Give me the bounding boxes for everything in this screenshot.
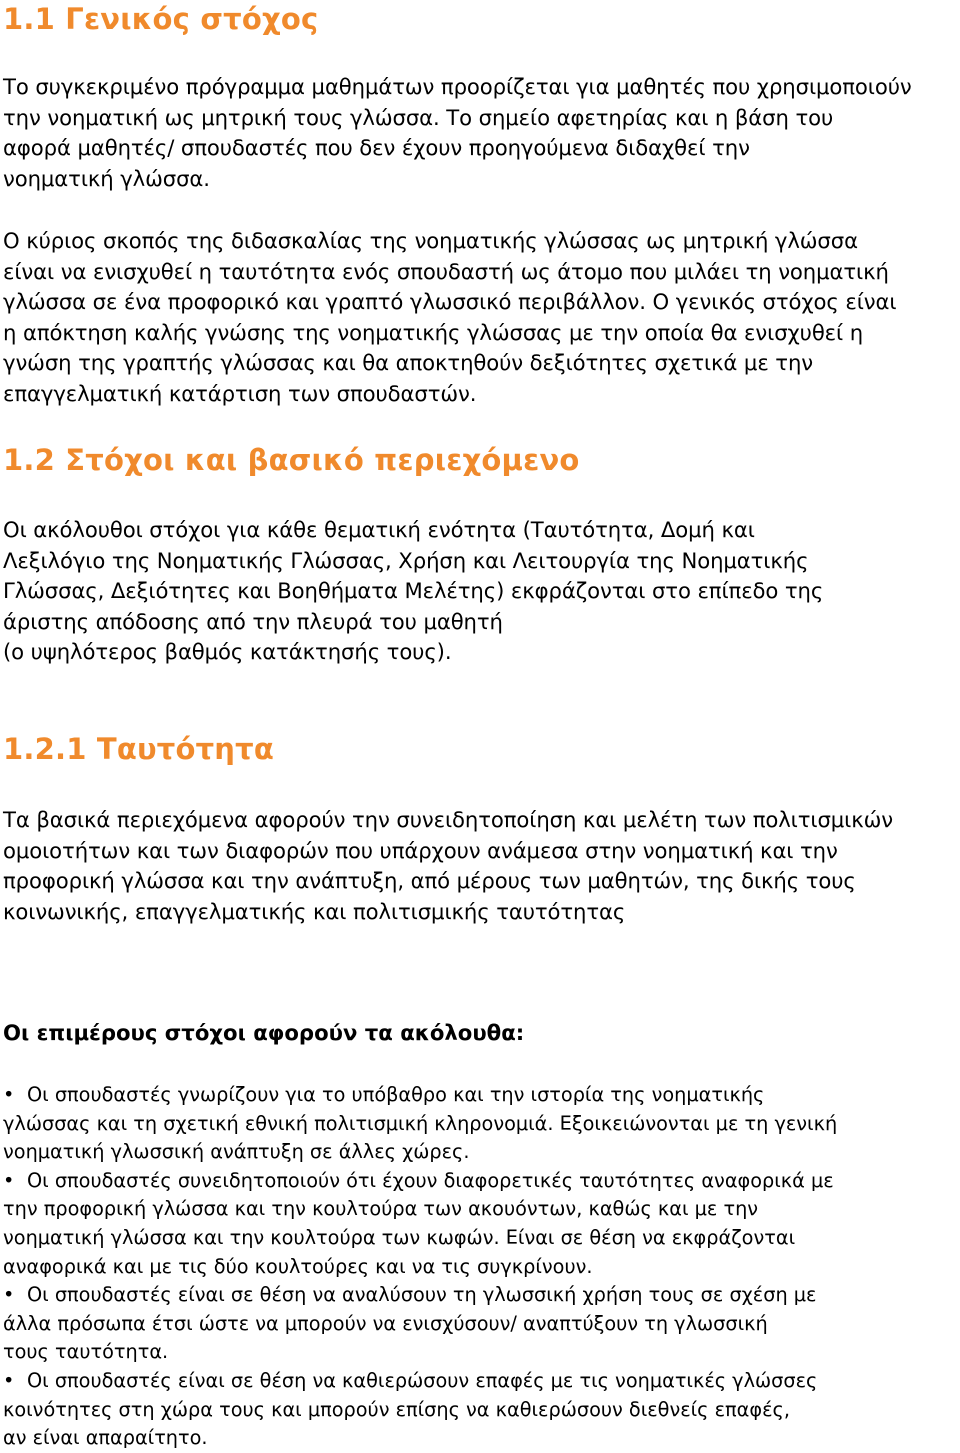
bullet-icon: • xyxy=(3,1368,15,1392)
section-heading-1-2: 1.2 Στόχοι και βασικό περιεχόμενο xyxy=(3,443,580,477)
text-line: νοηματική γλώσσα και την κουλτούρα των κωφών. Είναι σε θέση να εκφράζονται xyxy=(3,1225,796,1249)
bullet-icon: • xyxy=(3,1083,15,1106)
text-line: επαγγελματική κατάρτιση των σπουδαστών. xyxy=(3,380,477,406)
text-line: κοινωνικής, επαγγελματικής και πολιτισμικής ταυτότητας xyxy=(3,898,626,924)
text-line: προφορική γλώσσα και την ανάπτυξη, από μέρους των μαθητών, της δικής τους xyxy=(3,868,856,893)
text-line: την προφορική γλώσσα και την κουλτούρα των ακουόντων, καθώς και με την xyxy=(3,1197,759,1221)
text-line: κοινότητες στη χώρα τους και μπορούν επίσης να καθιερώσουν διεθνείς επαφές, xyxy=(3,1397,790,1421)
text-line: η απόκτηση καλής γνώσης της νοηματικής γλώσσας με την οποία θα ενισχυθεί η xyxy=(3,319,864,345)
text-line: γλώσσα σε ένα προφορικό και γραπτό γλωσσικό περιβάλλον. Ο γενικός στόχος είναι xyxy=(3,289,897,314)
main-purpose-paragraph xyxy=(3,226,896,409)
objectives-subheading: Οι επιμέρους στόχοι αφορούν τα ακόλουθα: xyxy=(3,1020,525,1045)
text-line: είναι να ενισχυθεί η ταυτότητα ενός σπουδαστή ως άτομο που μιλάει τη νοηματική xyxy=(3,258,889,284)
text-line: Το συγκεκριμένο πρόγραμμα μαθημάτων προορίζεται για μαθητές που χρησιμοποιούν xyxy=(3,74,912,99)
text-line: άλλα πρόσωπα έτσι ώστε να μπορούν να ενισχύσουν/ αναπτύξουν τη γλωσσική xyxy=(3,1311,768,1335)
text-line: αναφορικά και με τις δύο κουλτούρες και να τις συγκρίνουν. xyxy=(3,1254,593,1278)
text-line: τους ταυτότητα. xyxy=(3,1340,169,1364)
text-line: • Οι σπουδαστές συνειδητοποιούν ότι έχουν διαφορετικές ταυτότητες αναφορικά με xyxy=(3,1167,837,1196)
text-line: Τα βασικά περιεχόμενα αφορούν την συνειδητοποίηση και μελέτη των πολιτισμικών xyxy=(3,807,893,832)
text-line: (ο υψηλότερος βαθμός κατάκτησής τους). xyxy=(3,639,452,664)
list-item xyxy=(3,1167,837,1281)
text-line: αφορά μαθητές/ σπουδαστές που δεν έχουν προηγούμενα διδαχθεί την xyxy=(3,135,750,160)
objectives-paragraph xyxy=(3,515,823,668)
list-item xyxy=(3,1081,837,1167)
text-line: ομοιοτήτων και των διαφορών που υπάρχουν ανάμεσα στην νοηματική και την xyxy=(3,837,838,863)
list-item xyxy=(3,1281,837,1367)
text-line: νοηματική γλωσσική ανάπτυξη σε άλλες χώρες. xyxy=(3,1140,470,1164)
text-line: γνώση της γραπτής γλώσσας και θα αποκτηθούν δεξιότητες σχετικά με την xyxy=(3,350,814,375)
text-line: Γλώσσας, Δεξιότητες και Βοηθήματα Μελέτης) εκφράζονται στο επίπεδο της xyxy=(3,578,824,603)
section-heading-1-1: 1.1 Γενικός στόχος xyxy=(3,2,319,36)
text-line: • Οι σπουδαστές είναι σε θέση να αναλύσουν τη γλωσσική χρήση τους σε σχέση με xyxy=(3,1281,837,1310)
text-line: • Οι σπουδαστές γνωρίζουν για το υπόβαθρο και την ιστορία της νοηματικής xyxy=(3,1081,837,1110)
text-line: αν είναι απαραίτητο. xyxy=(3,1426,208,1450)
objectives-list xyxy=(3,1081,837,1453)
text-line: άριστης απόδοσης από την πλευρά του μαθητή xyxy=(3,608,503,634)
text-line: Λεξιλόγιο της Νοηματικής Γλώσσας, Χρήση και Λειτουργία της Νοηματικής xyxy=(3,547,809,573)
text-line: νοηματική γλώσσα. xyxy=(3,165,210,191)
text-line: Ο κύριος σκοπός της διδασκαλίας της νοηματικής γλώσσας ως μητρική γλώσσα xyxy=(3,228,858,253)
text-line: • Οι σπουδαστές είναι σε θέση να καθιερώσουν επαφές με τις νοηματικές γλώσσες xyxy=(3,1367,837,1396)
text-line: την νοηματική ως μητρική τους γλώσσα. Το σημείο αφετηρίας και η βάση του xyxy=(3,104,834,130)
bullet-icon: • xyxy=(3,1168,15,1192)
list-item xyxy=(3,1367,837,1453)
text-line: Οι ακόλουθοι στόχοι για κάθε θεματική ενότητα (Ταυτότητα, Δομή και xyxy=(3,517,755,542)
text-line: γλώσσας και τη σχετική εθνική πολιτισμική κληρονομιά. Εξοικειώνονται με τη γενική xyxy=(3,1111,838,1135)
bullet-icon: • xyxy=(3,1283,15,1307)
section-heading-1-2-1: 1.2.1 Ταυτότητα xyxy=(3,732,274,766)
intro-paragraph xyxy=(3,72,912,194)
identity-paragraph xyxy=(3,805,893,927)
